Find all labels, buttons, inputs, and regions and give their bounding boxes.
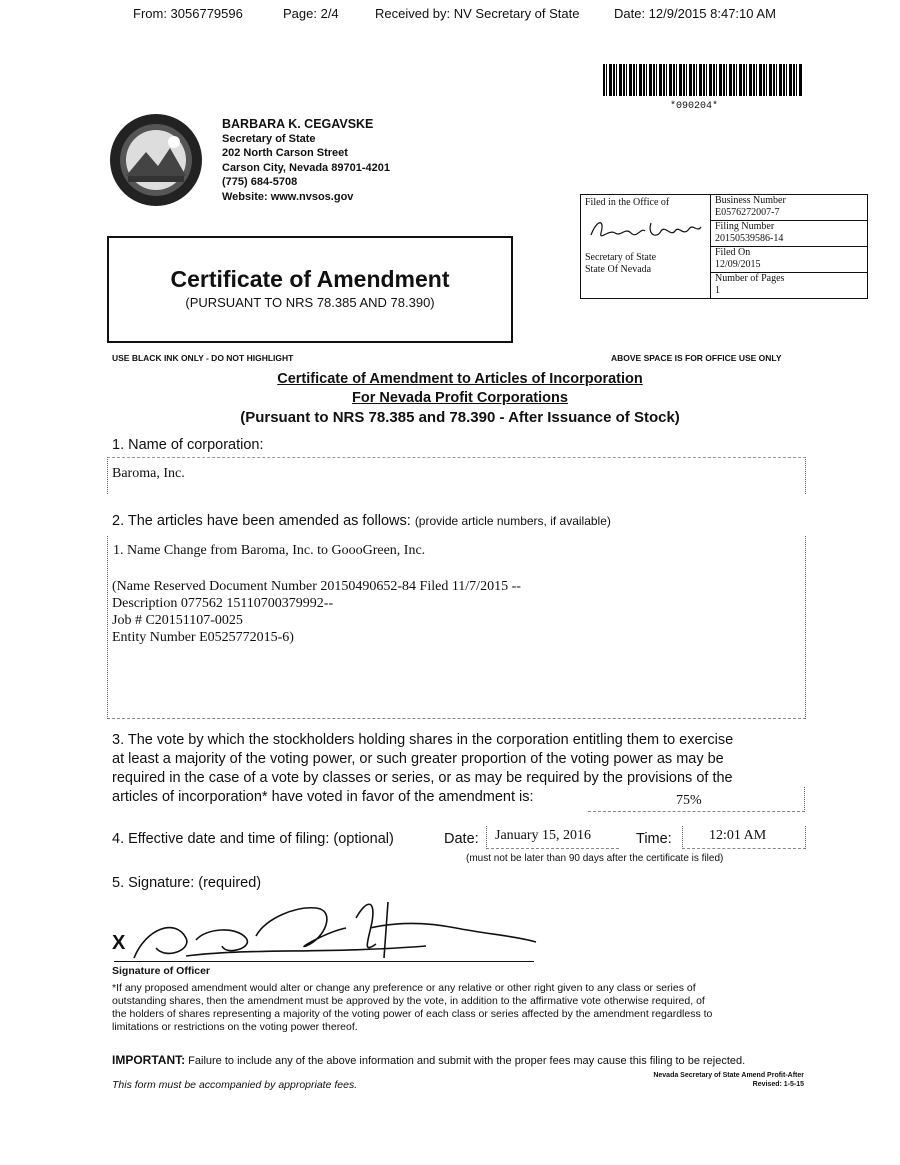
fees-note: This form must be accompanied by appropriate fees. [112, 1079, 358, 1091]
effective-time-value: 12:01 AM [709, 828, 767, 843]
amendment-line-2: (Name Reserved Document Number 20150490652-84 Filed 11/7/2015 -- [112, 579, 521, 594]
certificate-subtitle: (PURSUANT TO NRS 78.385 AND 78.390) [185, 295, 435, 310]
secretary-phone: (775) 684-5708 [222, 176, 298, 188]
business-number-cell [711, 195, 867, 221]
important-note [112, 1053, 745, 1067]
footnote-line2: outstanding shares, then the amendment must be approved by the vote, in addition to the affirmative vote otherwise required, of [112, 995, 705, 1007]
filing-number-value: 20150539586-14 [715, 232, 784, 244]
q2-label [112, 513, 611, 529]
fax-page: Page: 2/4 [283, 6, 339, 21]
secretary-signature [587, 215, 705, 245]
q1-field[interactable] [107, 457, 806, 494]
q3-line1: 3. The vote by which the stockholders holding shares in the corporation entitling them to exercise [112, 732, 734, 748]
pages-value: 1 [715, 284, 720, 296]
amendment-line-4: Job # C20151107-0025 [112, 613, 243, 628]
date-label: Date: [444, 831, 479, 847]
secretary-website: Website: www.nvsos.gov [222, 190, 354, 203]
heading-line1: Certificate of Amendment to Articles of Incorporation [277, 371, 643, 387]
footnote [112, 982, 804, 1034]
q3-line3: required in the case of a vote by classes or series, or as may be required by the provisions of the [112, 770, 733, 786]
vote-field[interactable] [588, 787, 805, 812]
vote-percentage: 75% [676, 793, 702, 808]
fax-from: From: 3056779596 [133, 6, 243, 21]
filed-on-value: 12/09/2015 [715, 258, 761, 270]
footnote-line3: the holders of shares representing a majority of the voting power of each class or series affected by the amendment regardless to [112, 1008, 713, 1020]
signature-line [114, 961, 534, 962]
effective-time-field[interactable] [682, 826, 806, 849]
ink-note: USE BLACK INK ONLY - DO NOT HIGHLIGHT [112, 353, 294, 363]
secretary-block [222, 117, 390, 204]
fax-received: Received by: NV Secretary of State [375, 6, 580, 21]
effective-date-value: January 15, 2016 [495, 828, 592, 843]
corporation-name-value: Baroma, Inc. [112, 466, 185, 481]
revision-line1: Nevada Secretary of State Amend Profit-After [653, 1072, 804, 1079]
barcode-number: *090204* [670, 101, 719, 112]
certificate-title: Certificate of Amendment [170, 266, 450, 292]
signature-x: X [112, 932, 126, 954]
business-number-value: E0576272007-7 [715, 206, 780, 218]
q2-hint: (provide article numbers, if available) [414, 514, 611, 528]
filed-secretary-line2: State Of Nevada [585, 264, 652, 275]
filed-in-label: Filed in the Office of [585, 197, 670, 208]
amendment-line-5: Entity Number E0525772015-6) [112, 630, 294, 645]
amendment-line-3: Description 077562 15110700379992-- [112, 596, 334, 611]
revision-line2: Revised: 1-5-15 [752, 1081, 804, 1088]
effective-date-note: (must not be later than 90 days after the certificate is filed) [466, 853, 724, 864]
heading-line3: (Pursuant to NRS 78.385 and 78.390 - After Issuance of Stock) [240, 409, 680, 426]
footnote-line1: *If any proposed amendment would alter or change any preference or any relative or other right given to any class or series of [112, 982, 696, 994]
filing-stamp-box [580, 194, 868, 299]
q3-line4: articles of incorporation* have voted in favor of the amendment is: [112, 789, 534, 805]
filed-on-label: Filed On [715, 247, 751, 258]
fax-date: Date: 12/9/2015 8:47:10 AM [614, 6, 776, 21]
q2-label-text: 2. The articles have been amended as follows: [112, 513, 411, 529]
secretary-street: 202 North Carson Street [222, 147, 348, 159]
secretary-city: Carson City, Nevada 89701-4201 [222, 161, 390, 174]
filing-number-cell [711, 221, 867, 247]
filed-secretary-line1: Secretary of State [585, 252, 657, 263]
heading-line2: For Nevada Profit Corporations [352, 390, 568, 406]
secretary-name: BARBARA K. CEGAVSKE [222, 117, 374, 131]
filing-number-label: Filing Number [715, 221, 775, 232]
secretary-title: Secretary of State [222, 132, 316, 145]
q5-label: 5. Signature: (required) [112, 875, 262, 891]
barcode [603, 64, 803, 96]
q4-label: 4. Effective date and time of filing: (optional) [112, 831, 394, 847]
q1-label: 1. Name of corporation: [112, 437, 264, 453]
important-text: Failure to include any of the above information and submit with the proper fees may cause this filing to be rejected. [188, 1055, 746, 1067]
footnote-line4: limitations or restrictions on the voting power thereof. [112, 1021, 358, 1033]
amendment-line-1: 1. Name Change from Baroma, Inc. to GoooGreen, Inc. [113, 543, 426, 558]
signature-of-officer-label: Signature of Officer [112, 965, 211, 977]
time-label: Time: [636, 831, 672, 847]
state-seal-icon [108, 112, 204, 208]
effective-date-field[interactable] [486, 826, 619, 849]
pages-cell [711, 273, 867, 298]
q2-field[interactable] [107, 536, 806, 719]
q3-line2: at least a majority of the voting power, or such greater proportion of the voting power as may be [112, 751, 724, 767]
office-use-note: ABOVE SPACE IS FOR OFFICE USE ONLY [611, 353, 782, 363]
pages-label: Number of Pages [715, 273, 785, 284]
important-label: IMPORTANT: [112, 1053, 186, 1067]
certificate-title-box [107, 236, 513, 343]
revision-info [604, 1071, 804, 1089]
form-heading [150, 370, 770, 427]
business-number-label: Business Number [715, 195, 786, 206]
filed-on-cell [711, 247, 867, 273]
